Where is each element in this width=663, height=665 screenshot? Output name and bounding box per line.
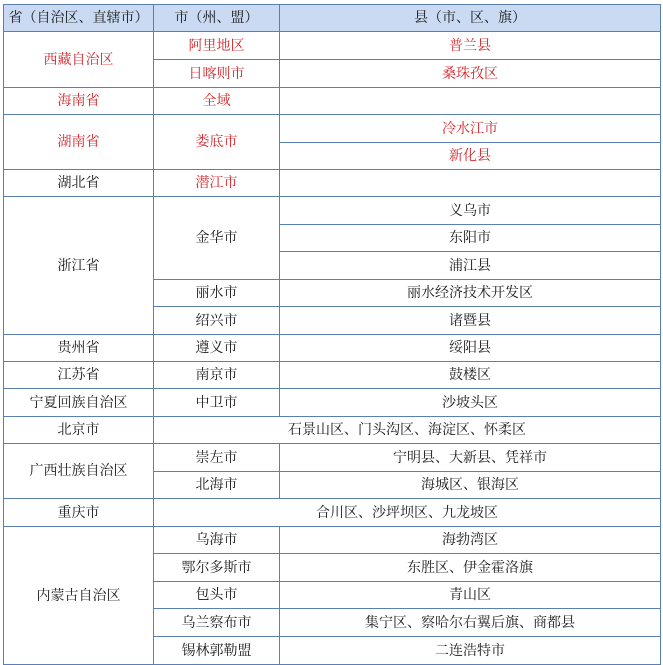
county-cell: 海城区、银海区 xyxy=(280,472,661,499)
province-cell: 内蒙古自治区 xyxy=(4,527,154,665)
county-cell: 东胜区、伊金霍洛旗 xyxy=(280,554,661,582)
province-cell: 湖北省 xyxy=(4,170,154,197)
province-cell: 贵州省 xyxy=(4,335,154,362)
county-cell: 义乌市 xyxy=(280,197,661,225)
city-cell: 阿里地区 xyxy=(154,32,280,60)
table-row xyxy=(4,88,661,115)
city-cell: 娄底市 xyxy=(154,115,280,170)
header-city: 市（州、盟） xyxy=(154,5,280,32)
province-cell: 重庆市 xyxy=(4,499,154,527)
county-cell: 桑珠孜区 xyxy=(280,60,661,88)
city-cell: 绍兴市 xyxy=(154,307,280,335)
table-row xyxy=(4,527,661,554)
city-cell: 崇左市 xyxy=(154,444,280,472)
province-cell: 浙江省 xyxy=(4,197,154,335)
table-row xyxy=(4,417,661,444)
county-cell: 沙坡头区 xyxy=(280,389,661,417)
province-cell: 湖南省 xyxy=(4,115,154,170)
city-cell: 遵义市 xyxy=(154,335,280,362)
city-cell: 鄂尔多斯市 xyxy=(154,554,280,582)
table-row xyxy=(4,362,661,389)
city-cell: 全域 xyxy=(154,88,280,115)
merged-district-cell: 石景山区、门头沟区、海淀区、怀柔区 xyxy=(154,417,661,444)
region-table xyxy=(3,4,661,665)
header-county: 县（市、区、旗） xyxy=(280,5,661,32)
county-cell: 浦江县 xyxy=(280,252,661,280)
county-cell: 二连浩特市 xyxy=(280,637,661,665)
city-cell: 中卫市 xyxy=(154,389,280,417)
table-row xyxy=(4,170,661,197)
city-cell: 日喀则市 xyxy=(154,60,280,88)
city-cell: 北海市 xyxy=(154,472,280,499)
city-cell: 南京市 xyxy=(154,362,280,389)
city-cell: 丽水市 xyxy=(154,280,280,307)
city-cell: 金华市 xyxy=(154,197,280,280)
table-row xyxy=(4,444,661,472)
county-cell: 新化县 xyxy=(280,143,661,170)
city-cell: 乌兰察布市 xyxy=(154,609,280,637)
header-province: 省（自治区、直辖市） xyxy=(4,5,154,32)
province-cell: 西藏自治区 xyxy=(4,32,154,88)
province-cell: 宁夏回族自治区 xyxy=(4,389,154,417)
county-cell: 海勃湾区 xyxy=(280,527,661,554)
table-row xyxy=(4,335,661,362)
county-cell: 集宁区、察哈尔右翼后旗、商都县 xyxy=(280,609,661,637)
county-cell: 青山区 xyxy=(280,582,661,609)
province-cell: 广西壮族自治区 xyxy=(4,444,154,499)
header-row xyxy=(4,5,661,32)
county-cell: 东阳市 xyxy=(280,225,661,252)
table-row xyxy=(4,115,661,143)
table-row xyxy=(4,499,661,527)
county-cell: 诸暨县 xyxy=(280,307,661,335)
county-cell xyxy=(280,88,661,115)
table-row xyxy=(4,32,661,60)
province-cell: 海南省 xyxy=(4,88,154,115)
county-cell: 普兰县 xyxy=(280,32,661,60)
merged-district-cell: 合川区、沙坪坝区、九龙坡区 xyxy=(154,499,661,527)
county-cell: 鼓楼区 xyxy=(280,362,661,389)
city-cell: 锡林郭勒盟 xyxy=(154,637,280,665)
county-cell: 宁明县、大新县、凭祥市 xyxy=(280,444,661,472)
table-row xyxy=(4,389,661,417)
county-cell xyxy=(280,170,661,197)
county-cell: 丽水经济技术开发区 xyxy=(280,280,661,307)
province-cell: 北京市 xyxy=(4,417,154,444)
city-cell: 潜江市 xyxy=(154,170,280,197)
city-cell: 包头市 xyxy=(154,582,280,609)
city-cell: 乌海市 xyxy=(154,527,280,554)
province-cell: 江苏省 xyxy=(4,362,154,389)
county-cell: 冷水江市 xyxy=(280,115,661,143)
county-cell: 绥阳县 xyxy=(280,335,661,362)
table-row xyxy=(4,197,661,225)
